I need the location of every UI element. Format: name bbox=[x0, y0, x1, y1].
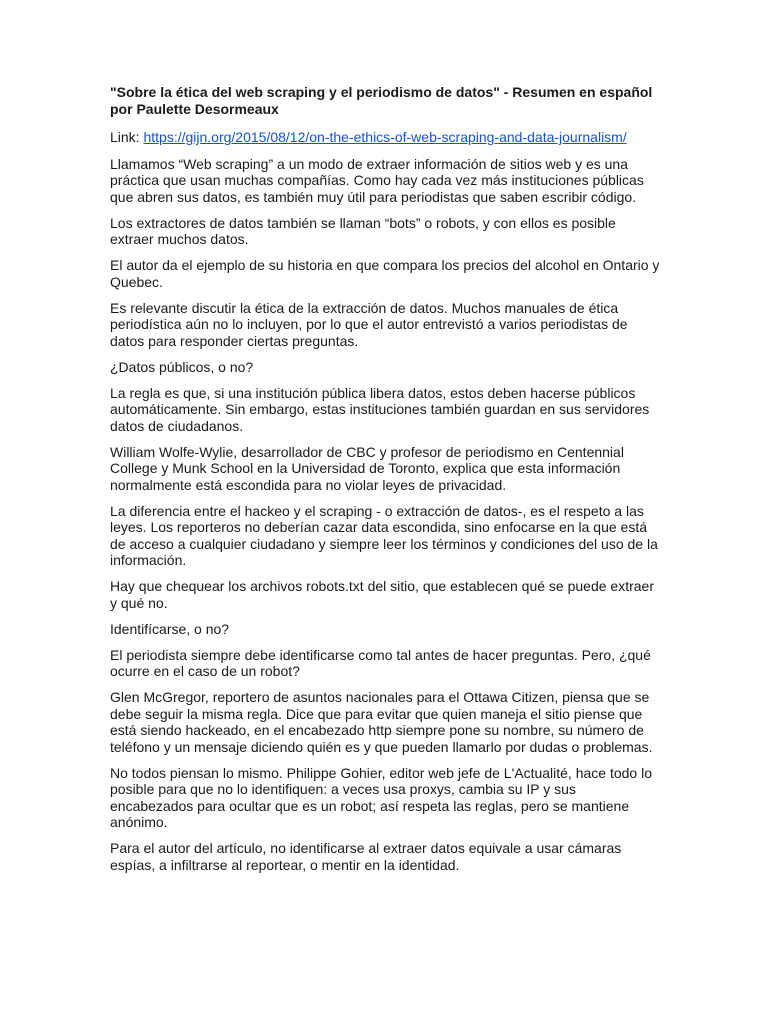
paragraph: La diferencia entre el hackeo y el scraping - o extracción de datos-, es el respeto a las leyes. Los reporteros no deberían cazar data escondida, sino enfocarse en la que está de acceso a cualquier ciudadano y siempre leer los términos y condiciones del uso de la información. bbox=[110, 502, 658, 568]
paragraph: William Wolfe-Wylie, desarrollador de CBC y profesor de periodismo en Centennial College y Munk School en la Universidad de Toronto, explica que esta información normalmente está escondida para no violar leyes de privacidad. bbox=[110, 443, 624, 493]
link-row bbox=[110, 129, 662, 146]
paragraph: Hay que chequear los archivos robots.txt del sitio, que establecen qué se puede extraer y qué no. bbox=[110, 578, 654, 611]
paragraph: Glen McGregor, reportero de asuntos nacionales para el Ottawa Citizen, piensa que se debe seguir la misma regla. Dice que para evitar que quien maneja el sitio piense que está siendo hackeado, en el encabezado http siempre pone su nombre, su número de teléfono y un mensaje diciendo quién es y que pueden llamarlo por dudas o problemas. bbox=[110, 689, 653, 755]
section-question: ¿Datos públicos, o no? bbox=[110, 358, 254, 375]
paragraph: Es relevante discutir la ética de la extracción de datos. Muchos manuales de ética periodística aún no lo incluyen, por lo que el autor entrevistó a varios periodistas de datos para responder ciertas preguntas. bbox=[110, 299, 628, 349]
paragraph: Llamamos “Web scraping” a un modo de extraer información de sitios web y es una práctica que usan muchas compañías. Como hay cada vez más instituciones públicas que abren sus datos, es también muy útil para periodistas que saben escribir código. bbox=[110, 155, 644, 205]
paragraph: El autor da el ejemplo de su historia en que compara los precios del alcohol en Ontario y Quebec. bbox=[110, 257, 660, 290]
paragraph: Los extractores de datos también se llaman “bots” o robots, y con ellos es posible extraer muchos datos. bbox=[110, 214, 616, 247]
section-question: Identifícarse, o no? bbox=[110, 620, 230, 637]
paragraph: No todos piensan lo mismo. Philippe Gohier, editor web jefe de L'Actualité, hace todo lo posible para que no lo identifiquen: a veces usa proxys, cambia su IP y sus encabezados para ocultar que es un robot; así respeta las reglas, pero se mantiene anónimo. bbox=[110, 764, 652, 830]
paragraph: El periodista siempre debe identificarse como tal antes de hacer preguntas. Pero, ¿qué ocurre en el caso de un robot? bbox=[110, 646, 651, 679]
document-title: "Sobre la ética del web scraping y el periodismo de datos" - Resumen en español por Paulette Desormeaux bbox=[110, 84, 653, 117]
link-label: Link: bbox=[110, 129, 144, 145]
document-page bbox=[110, 84, 662, 883]
paragraph: La regla es que, si una institución pública libera datos, estos deben hacerse públicos automáticamente. Sin embargo, estas instituciones también guardan en sus servidores datos de ciudadanos. bbox=[110, 384, 650, 434]
source-link[interactable]: https://gijn.org/2015/08/12/on-the-ethics-of-web-scraping-and-data-journalism/ bbox=[143, 129, 627, 145]
paragraph: Para el autor del artículo, no identificarse al extraer datos equivale a usar cámaras espías, a infiltrarse al reportear, o mentir en la identidad. bbox=[110, 840, 622, 873]
